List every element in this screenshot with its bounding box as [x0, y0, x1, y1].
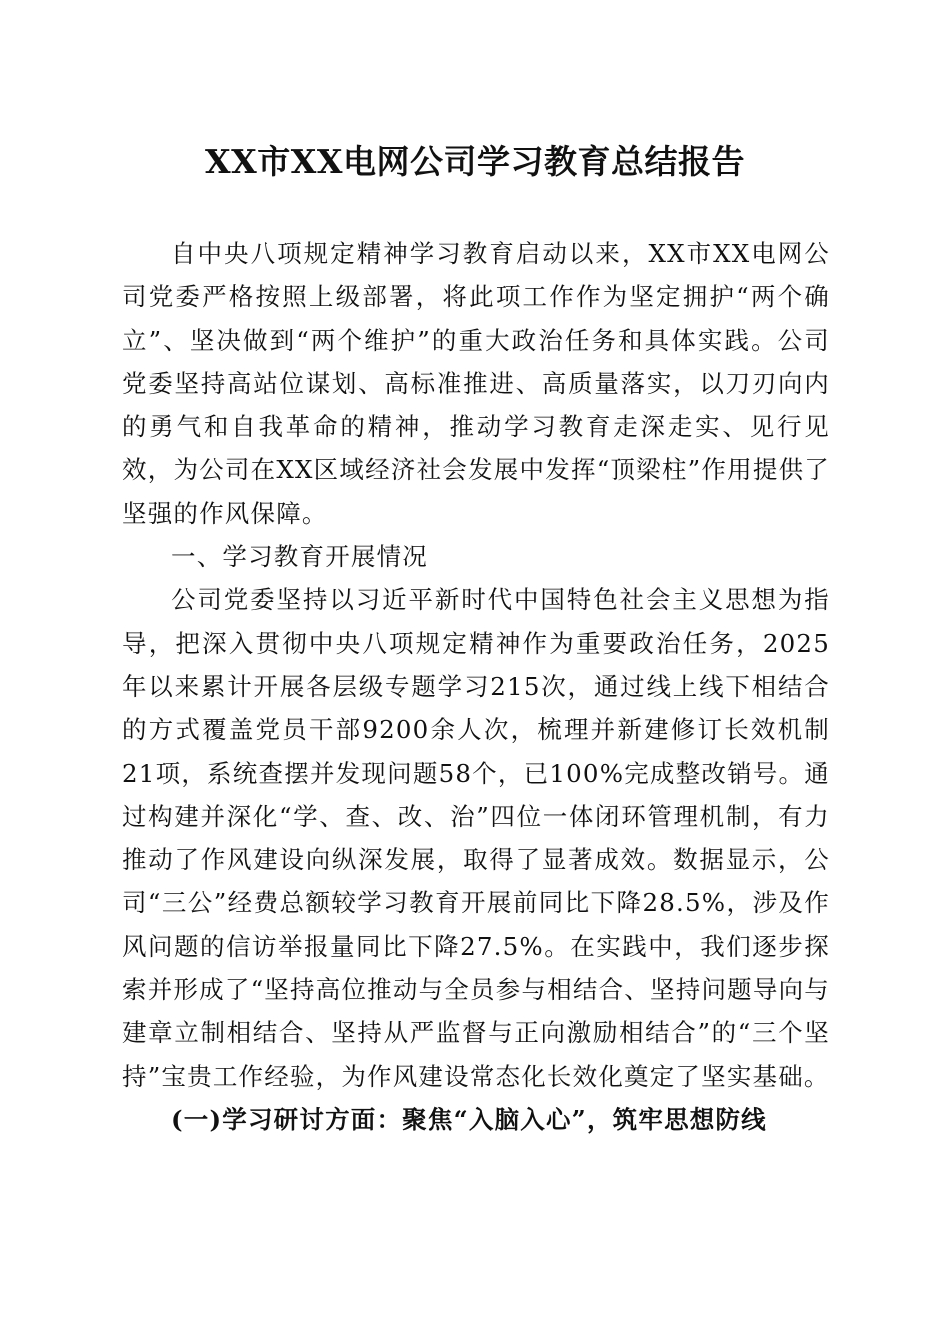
- document-body: [122, 232, 830, 1141]
- document-title: XX市XX电网公司学习教育总结报告: [205, 142, 745, 181]
- section-heading-1: 一、学习教育开展情况: [171, 542, 428, 572]
- section-1-paragraph: 公司党委坚持以习近平新时代中国特色社会主义思想为指导，把深入贯彻中央八项规定精神作为重要政治任务，2025年以来累计开展各层级专题学习215次，通过线上线下相结合的方式覆盖党员干部9200余人次，梳理并新建修订长效机制21项，系统查摆并发现问题58个，已100%完成整改销号。通过构建并深化“学、查、改、治”四位一体闭环管理机制，有力推动了作风建设向纵深发展，取得了显著成效。数据显示，公司“三公”经费总额较学习教育开展前同比下降28.5%，涉及作风问题的信访举报量同比下降27.5%。在实践中，我们逐步探索并形成了“坚持高位推动与全员参与相结合、坚持问题导向与建章立制相结合、坚持从严监督与正向激励相结合”的“三个坚持”宝贵工作经验，为作风建设常态化长效化奠定了坚实基础。: [122, 585, 830, 1091]
- subsection-heading-1: (一)学习研讨方面：聚焦“入脑入心”，筑牢思想防线: [171, 1104, 767, 1134]
- intro-paragraph: 自中央八项规定精神学习教育启动以来，XX市XX电网公司党委严格按照上级部署，将此项工作作为坚定拥护“两个确立”、坚决做到“两个维护”的重大政治任务和具体实践。公司党委坚持高站位谋划、高标准推进、高质量落实，以刀刃向内的勇气和自我革命的精神，推动学习教育走深走实、见行见效，为公司在XX区域经济社会发展中发挥“顶梁柱”作用提供了坚强的作风保障。: [122, 239, 830, 528]
